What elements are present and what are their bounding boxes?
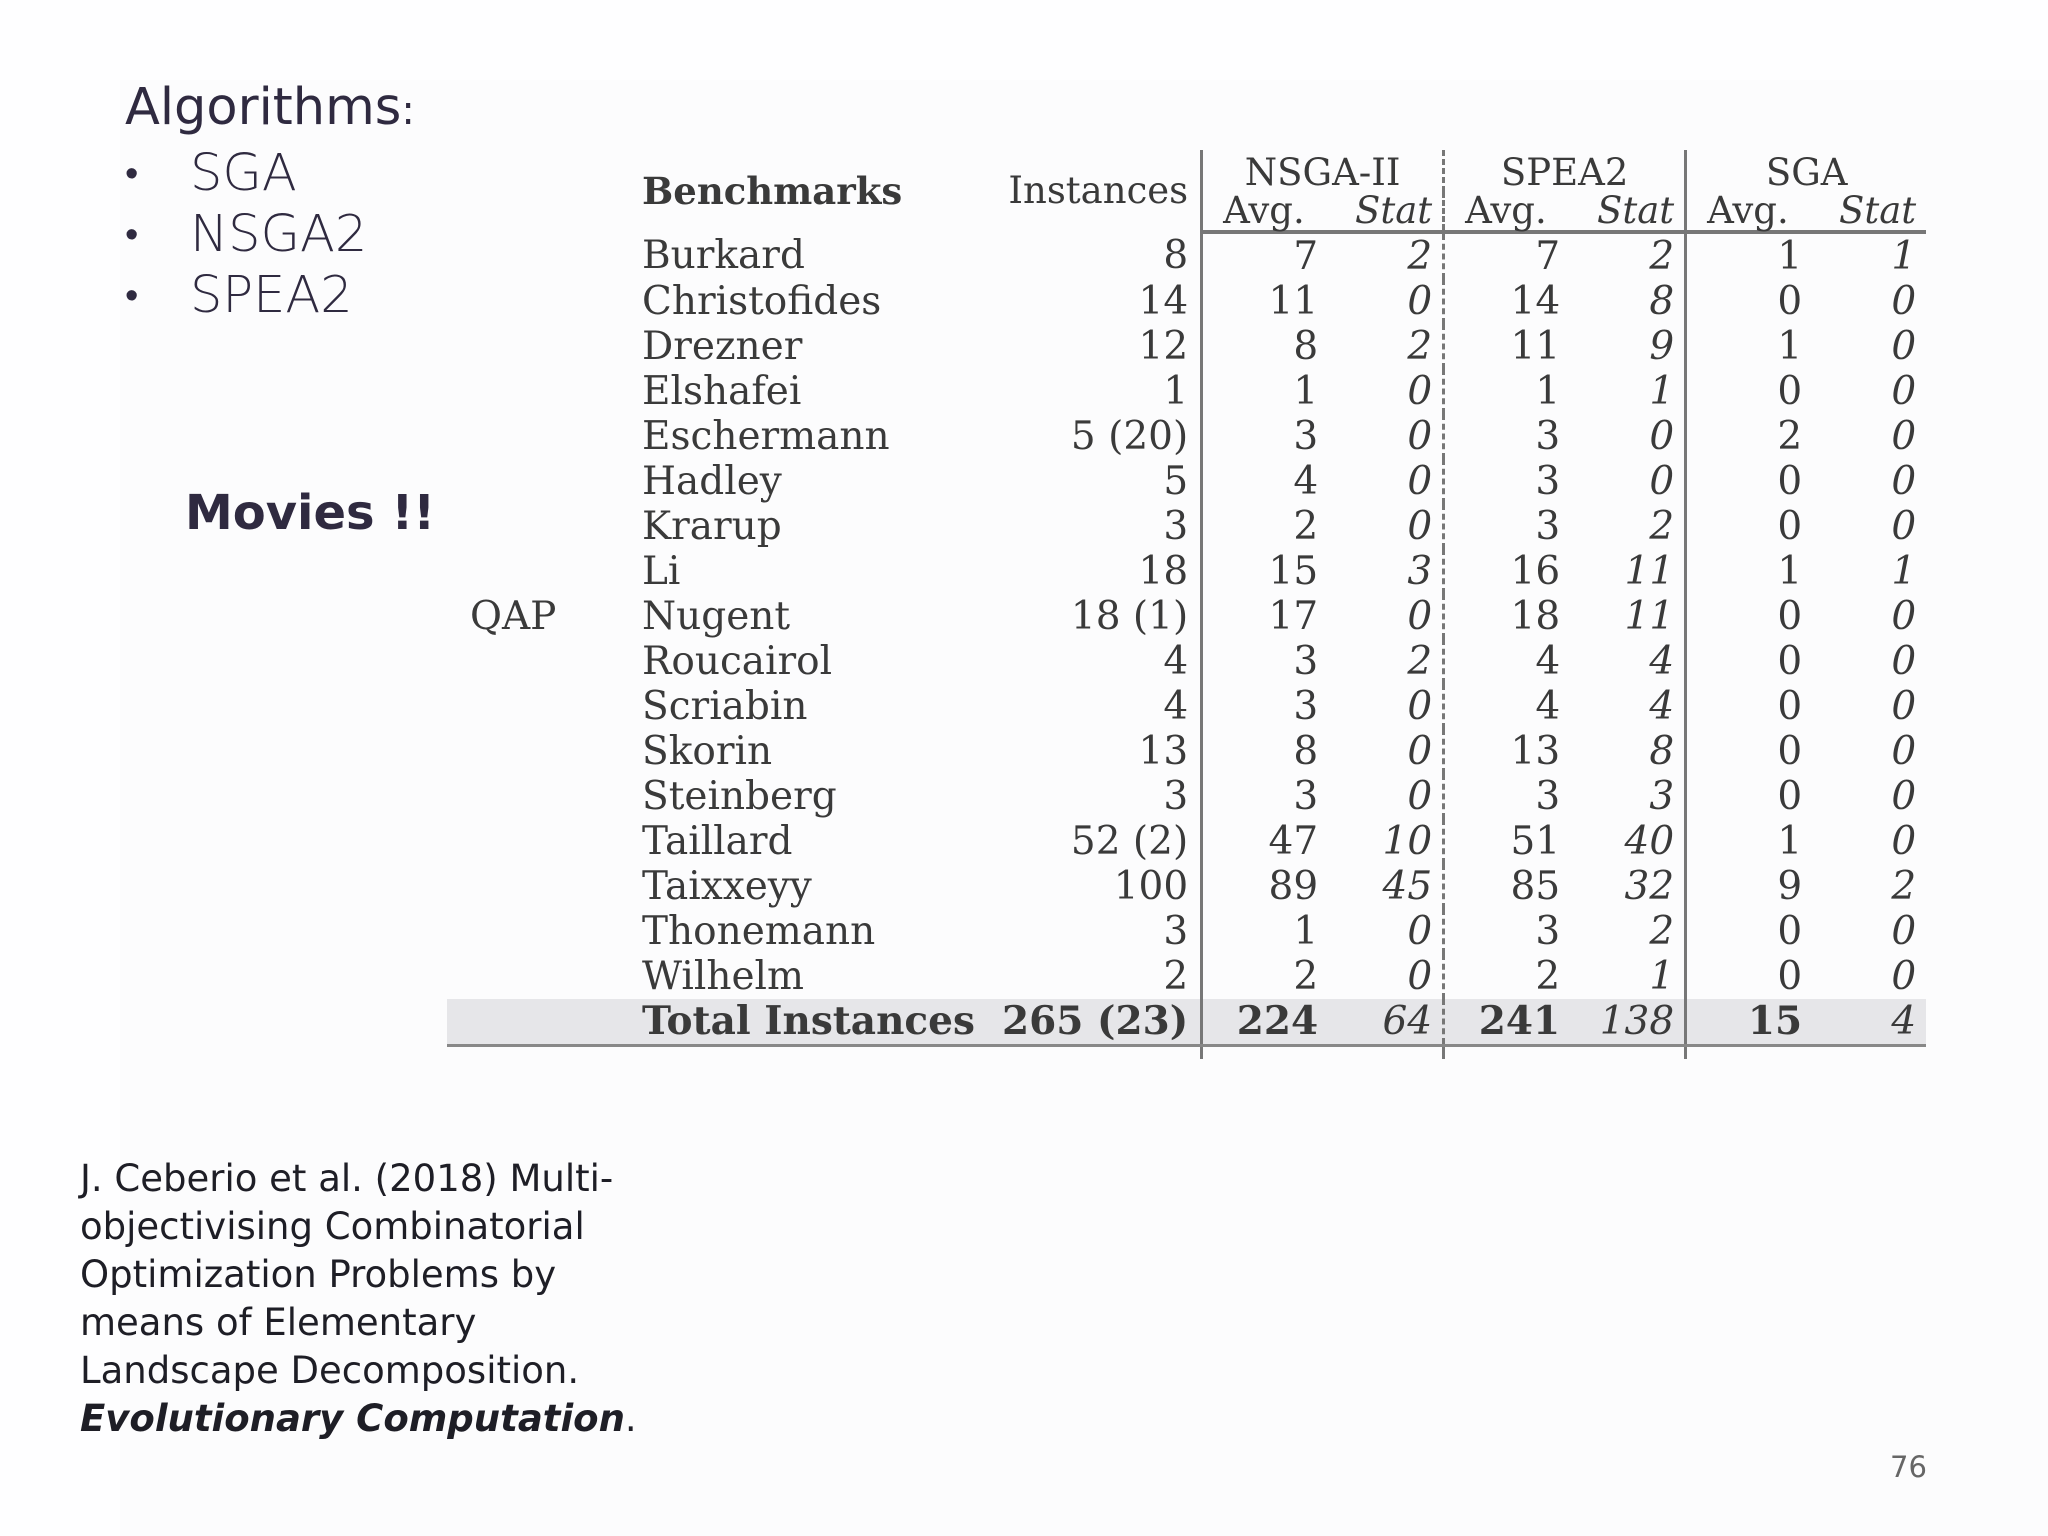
header-spea2-avg: Avg. (1444, 192, 1575, 232)
table-row (447, 774, 1926, 819)
nsga2-stat-cell: 0 (1407, 909, 1433, 954)
sga-avg-cell: 2 (1686, 414, 1817, 459)
sga-stat-cell: 0 (1891, 324, 1917, 369)
group-cell (447, 684, 642, 729)
results-table-figure (447, 150, 1926, 1059)
spea2-avg-cell: 1 (1444, 369, 1575, 414)
sga-stat-cell: 1 (1891, 549, 1917, 594)
results-table-body (447, 232, 1926, 1059)
citation-journal: Evolutionary Computation (80, 1397, 625, 1440)
total-sga-stat-cell: 4 (1816, 999, 1926, 1046)
benchmark-name: Roucairol (642, 639, 833, 684)
spea2-avg-cell: 14 (1444, 279, 1575, 324)
sga-avg-cell: 0 (1686, 729, 1817, 774)
benchmark-name: Eschermann (642, 414, 890, 459)
instances-cell: 3 (1163, 504, 1189, 549)
citation-trailing: . (624, 1397, 637, 1440)
group-cell (447, 232, 642, 279)
cutoff-cell (1332, 1046, 1444, 1060)
algorithm-item (125, 143, 415, 204)
benchmark-name: Scriabin (642, 684, 808, 729)
sga-avg-cell: 0 (1686, 369, 1817, 414)
instances-cell: 12 (1138, 324, 1189, 369)
nsga2-avg-cell: 47 (1202, 819, 1333, 864)
algorithms-heading-text: Algorithms (125, 78, 402, 137)
benchmark-name: Elshafei (642, 369, 802, 414)
spea2-stat-cell: 32 (1624, 864, 1675, 909)
nsga2-stat-cell: 0 (1407, 594, 1433, 639)
spea2-avg-cell: 85 (1444, 864, 1575, 909)
instances-cell: 18 (1) (1070, 594, 1189, 639)
spea2-stat-cell: 11 (1624, 549, 1675, 594)
movies-label: Movies !! (185, 485, 436, 541)
algorithm-label: SPEA2 (190, 266, 353, 325)
nsga2-avg-cell: 11 (1202, 279, 1333, 324)
benchmark-name: Nugent (642, 594, 791, 639)
nsga2-stat-cell: 0 (1407, 954, 1433, 999)
spea2-avg-cell: 3 (1444, 909, 1575, 954)
algorithm-item (125, 204, 415, 265)
sga-avg-cell: 0 (1686, 279, 1817, 324)
spea2-avg-cell: 3 (1444, 504, 1575, 549)
table-row (447, 414, 1926, 459)
instances-cell: 100 (1113, 864, 1189, 909)
spea2-avg-cell: 11 (1444, 324, 1575, 369)
instances-cell: 5 (1163, 459, 1189, 504)
nsga2-stat-cell: 2 (1407, 639, 1433, 684)
sga-stat-cell: 0 (1891, 909, 1917, 954)
sga-avg-cell: 0 (1686, 504, 1817, 549)
cutoff-cell (1002, 1046, 1202, 1060)
benchmark-name: Steinberg (642, 774, 837, 819)
total-instances-cell: 265 (23) (1002, 999, 1202, 1046)
instances-cell: 14 (1138, 279, 1189, 324)
total-spea2-stat-cell: 138 (1574, 999, 1686, 1046)
table-row (447, 459, 1926, 504)
header-instances: Instances (1008, 169, 1189, 212)
total-benchmark-name: Total Instances (642, 999, 1002, 1046)
sga-stat-cell: 0 (1891, 414, 1917, 459)
nsga2-avg-cell: 3 (1202, 774, 1333, 819)
benchmark-name: Burkard (642, 233, 805, 278)
spea2-avg-cell: 18 (1444, 594, 1575, 639)
header-nsga2-stat: Stat (1332, 192, 1444, 232)
spea2-stat-cell: 3 (1649, 774, 1675, 819)
spea2-stat-cell: 40 (1624, 819, 1675, 864)
table-row (447, 684, 1926, 729)
group-cell (447, 324, 642, 369)
nsga2-avg-cell: 2 (1202, 954, 1333, 999)
spea2-avg-cell: 3 (1444, 459, 1575, 504)
instances-cell: 2 (1163, 954, 1189, 999)
header-benchmarks: Benchmarks (642, 169, 903, 213)
benchmark-name: Wilhelm (642, 954, 804, 999)
nsga2-avg-cell: 89 (1202, 864, 1333, 909)
nsga2-avg-cell: 17 (1202, 594, 1333, 639)
cutoff-cell (1686, 1046, 1817, 1060)
instances-cell: 5 (20) (1070, 414, 1189, 459)
table-row (447, 504, 1926, 549)
nsga2-stat-cell: 0 (1407, 684, 1433, 729)
instances-cell: 4 (1163, 639, 1189, 684)
spea2-stat-cell: 2 (1649, 504, 1675, 549)
sga-stat-cell: 0 (1891, 369, 1917, 414)
header-sga-avg: Avg. (1686, 192, 1817, 232)
table-row (447, 954, 1926, 999)
algorithms-section (125, 78, 415, 326)
bullet-icon: • (125, 212, 139, 256)
benchmark-name: Taillard (642, 819, 793, 864)
sga-stat-cell: 0 (1891, 819, 1917, 864)
group-cell (447, 504, 642, 549)
sga-stat-cell: 0 (1891, 729, 1917, 774)
spea2-avg-cell: 4 (1444, 639, 1575, 684)
instances-cell: 3 (1163, 774, 1189, 819)
spea2-avg-cell: 13 (1444, 729, 1575, 774)
table-cutoff-row (447, 1046, 1926, 1060)
table-row (447, 729, 1926, 774)
bullet-icon: • (125, 273, 139, 317)
algorithm-label: SGA (190, 144, 297, 203)
nsga2-stat-cell: 2 (1407, 234, 1433, 279)
nsga2-avg-cell: 8 (1202, 324, 1333, 369)
nsga2-stat-cell: 45 (1382, 864, 1433, 909)
table-row (447, 369, 1926, 414)
spea2-stat-cell: 8 (1649, 279, 1675, 324)
spea2-stat-cell: 0 (1649, 414, 1675, 459)
sga-avg-cell: 0 (1686, 954, 1817, 999)
citation (80, 1155, 640, 1443)
nsga2-avg-cell: 3 (1202, 414, 1333, 459)
sga-stat-cell: 1 (1891, 234, 1917, 279)
table-row (447, 864, 1926, 909)
benchmark-name: Thonemann (642, 909, 876, 954)
nsga2-avg-cell: 1 (1202, 909, 1333, 954)
benchmark-name: Taixxeyy (642, 864, 812, 909)
benchmark-name: Drezner (642, 324, 803, 369)
benchmark-name: Li (642, 549, 681, 594)
group-header-empty (447, 150, 642, 232)
algorithms-heading-colon: : (401, 88, 415, 134)
bullet-icon: • (125, 151, 139, 195)
nsga2-avg-cell: 3 (1202, 684, 1333, 729)
benchmark-name: Christofides (642, 279, 882, 324)
table-row (447, 909, 1926, 954)
spea2-avg-cell: 16 (1444, 549, 1575, 594)
group-cell (447, 639, 642, 684)
slide-number: 76 (1890, 1450, 1927, 1484)
spea2-stat-cell: 11 (1624, 594, 1675, 639)
table-row (447, 819, 1926, 864)
sga-stat-cell: 0 (1891, 504, 1917, 549)
instances-cell: 1 (1163, 369, 1189, 414)
nsga2-avg-cell: 3 (1202, 639, 1333, 684)
sga-stat-cell: 0 (1891, 639, 1917, 684)
table-row (447, 549, 1926, 594)
total-nsga2-stat-cell: 64 (1332, 999, 1444, 1046)
sga-stat-cell: 0 (1891, 594, 1917, 639)
spea2-stat-cell: 2 (1649, 909, 1675, 954)
header-sga: SGA (1686, 150, 1927, 192)
group-cell (447, 729, 642, 774)
total-nsga2-avg-cell: 224 (1202, 999, 1333, 1046)
nsga2-stat-cell: 0 (1407, 729, 1433, 774)
nsga2-stat-cell: 3 (1407, 549, 1433, 594)
spea2-stat-cell: 1 (1649, 369, 1675, 414)
spea2-stat-cell: 9 (1649, 324, 1675, 369)
instances-cell: 3 (1163, 909, 1189, 954)
group-cell (447, 999, 642, 1046)
table-row (447, 324, 1926, 369)
nsga2-stat-cell: 10 (1382, 819, 1433, 864)
group-cell (447, 819, 642, 864)
spea2-stat-cell: 0 (1649, 459, 1675, 504)
sga-stat-cell: 2 (1891, 864, 1917, 909)
sga-avg-cell: 1 (1686, 549, 1817, 594)
benchmark-name: Krarup (642, 504, 782, 549)
group-cell (447, 954, 642, 999)
header-nsga2: NSGA-II (1202, 150, 1444, 192)
sga-avg-cell: 0 (1686, 909, 1817, 954)
header-spea2-stat: Stat (1574, 192, 1686, 232)
spea2-stat-cell: 2 (1649, 234, 1675, 279)
group-cell (447, 279, 642, 324)
nsga2-avg-cell: 4 (1202, 459, 1333, 504)
cutoff-cell (1202, 1046, 1333, 1060)
algorithms-heading (125, 78, 415, 141)
nsga2-stat-cell: 0 (1407, 504, 1433, 549)
spea2-avg-cell: 3 (1444, 774, 1575, 819)
total-sga-avg-cell: 15 (1686, 999, 1817, 1046)
spea2-stat-cell: 8 (1649, 729, 1675, 774)
instances-cell: 8 (1163, 233, 1189, 278)
sga-avg-cell: 1 (1686, 819, 1817, 864)
group-cell (447, 774, 642, 819)
spea2-avg-cell: 3 (1444, 414, 1575, 459)
group-cell (447, 369, 642, 414)
nsga2-stat-cell: 2 (1407, 324, 1433, 369)
nsga2-avg-cell: 2 (1202, 504, 1333, 549)
sga-avg-cell: 9 (1686, 864, 1817, 909)
group-cell (447, 909, 642, 954)
benchmark-name: Hadley (642, 459, 782, 504)
instances-cell: 13 (1138, 729, 1189, 774)
algorithms-list (125, 143, 415, 326)
instances-cell: 52 (2) (1070, 819, 1189, 864)
table-row (447, 232, 1926, 279)
group-label: QAP (470, 594, 557, 639)
nsga2-stat-cell: 0 (1407, 279, 1433, 324)
cutoff-cell (1816, 1046, 1926, 1060)
citation-text: J. Ceberio et al. (2018) Multi-objectivising Combinatorial Optimization Problems by means of Elementary Landscape Decomposition. (80, 1157, 614, 1392)
algorithm-label: NSGA2 (190, 205, 368, 264)
sga-stat-cell: 0 (1891, 954, 1917, 999)
cutoff-cell (1574, 1046, 1686, 1060)
nsga2-avg-cell: 8 (1202, 729, 1333, 774)
sga-avg-cell: 0 (1686, 774, 1817, 819)
instances-cell: 4 (1163, 684, 1189, 729)
nsga2-stat-cell: 0 (1407, 774, 1433, 819)
spea2-avg-cell: 51 (1444, 819, 1575, 864)
spea2-avg-cell: 7 (1444, 232, 1575, 279)
total-row (447, 999, 1926, 1046)
nsga2-stat-cell: 0 (1407, 369, 1433, 414)
header-sga-stat: Stat (1816, 192, 1926, 232)
spea2-avg-cell: 2 (1444, 954, 1575, 999)
sga-stat-cell: 0 (1891, 279, 1917, 324)
instances-cell: 18 (1138, 549, 1189, 594)
group-cell (447, 549, 642, 594)
nsga2-avg-cell: 15 (1202, 549, 1333, 594)
sga-avg-cell: 1 (1686, 232, 1817, 279)
group-cell (447, 864, 642, 909)
spea2-stat-cell: 1 (1649, 954, 1675, 999)
table-row (447, 279, 1926, 324)
sga-stat-cell: 0 (1891, 459, 1917, 504)
sga-stat-cell: 0 (1891, 774, 1917, 819)
sga-avg-cell: 0 (1686, 594, 1817, 639)
cutoff-cell (447, 1046, 642, 1060)
spea2-stat-cell: 4 (1649, 684, 1675, 729)
cutoff-cell (1444, 1046, 1575, 1060)
algorithm-item (125, 265, 415, 326)
table-row (447, 594, 1926, 639)
nsga2-stat-cell: 0 (1407, 459, 1433, 504)
table-row (447, 639, 1926, 684)
sga-avg-cell: 0 (1686, 684, 1817, 729)
group-cell (447, 414, 642, 459)
sga-avg-cell: 1 (1686, 324, 1817, 369)
group-cell (447, 459, 642, 504)
spea2-stat-cell: 4 (1649, 639, 1675, 684)
spea2-avg-cell: 4 (1444, 684, 1575, 729)
nsga2-avg-cell: 1 (1202, 369, 1333, 414)
cutoff-cell (642, 1046, 1002, 1060)
sga-avg-cell: 0 (1686, 639, 1817, 684)
results-table (447, 150, 1926, 1059)
header-nsga2-avg: Avg. (1202, 192, 1333, 232)
nsga2-avg-cell: 7 (1202, 232, 1333, 279)
total-spea2-avg-cell: 241 (1444, 999, 1575, 1046)
sga-stat-cell: 0 (1891, 684, 1917, 729)
sga-avg-cell: 0 (1686, 459, 1817, 504)
header-spea2: SPEA2 (1444, 150, 1686, 192)
benchmark-name: Skorin (642, 729, 773, 774)
nsga2-stat-cell: 0 (1407, 414, 1433, 459)
